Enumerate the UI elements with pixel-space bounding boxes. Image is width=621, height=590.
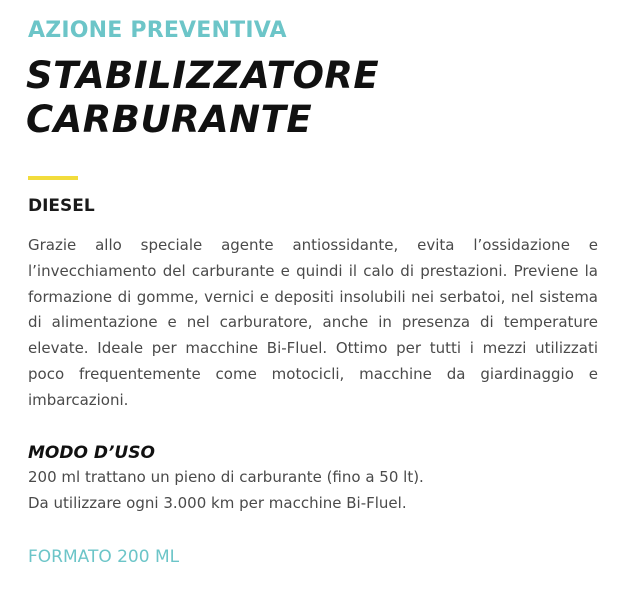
usage-instruction-2: Da utilizzare ogni 3.000 km per macchine Bi-Fluel. bbox=[28, 494, 407, 512]
usage-instruction-1: 200 ml trattano un pieno di carburante (fino a 50 lt). bbox=[28, 468, 424, 486]
package-format: FORMATO 200 ML bbox=[28, 547, 180, 567]
category-eyebrow: AZIONE PREVENTIVA bbox=[28, 18, 287, 43]
product-title-line-1: STABILIZZATORE bbox=[26, 54, 380, 97]
product-description: Grazie allo speciale agente antiossidante, evita l’ossidazione e l’invecchiamento del carburante e quindi il calo di prestazioni. Previene la formazione di gomme, vernici e depositi insolubili nei serbatoi, nel sistema di alimentazione e nel carburatore, anche in presenza di temperature elevate. Ideale per macchine Bi-Fluel. Ottimo per tutti i mezzi utilizzati poco frequentemente come motocicli, macchine da giardinaggio e imbarcazioni. bbox=[28, 236, 598, 409]
product-variant: DIESEL bbox=[28, 196, 95, 216]
product-title bbox=[26, 54, 586, 142]
accent-divider bbox=[28, 176, 78, 180]
usage-heading: MODO D’USO bbox=[28, 443, 155, 463]
product-title-line-2: CARBURANTE bbox=[26, 98, 313, 141]
